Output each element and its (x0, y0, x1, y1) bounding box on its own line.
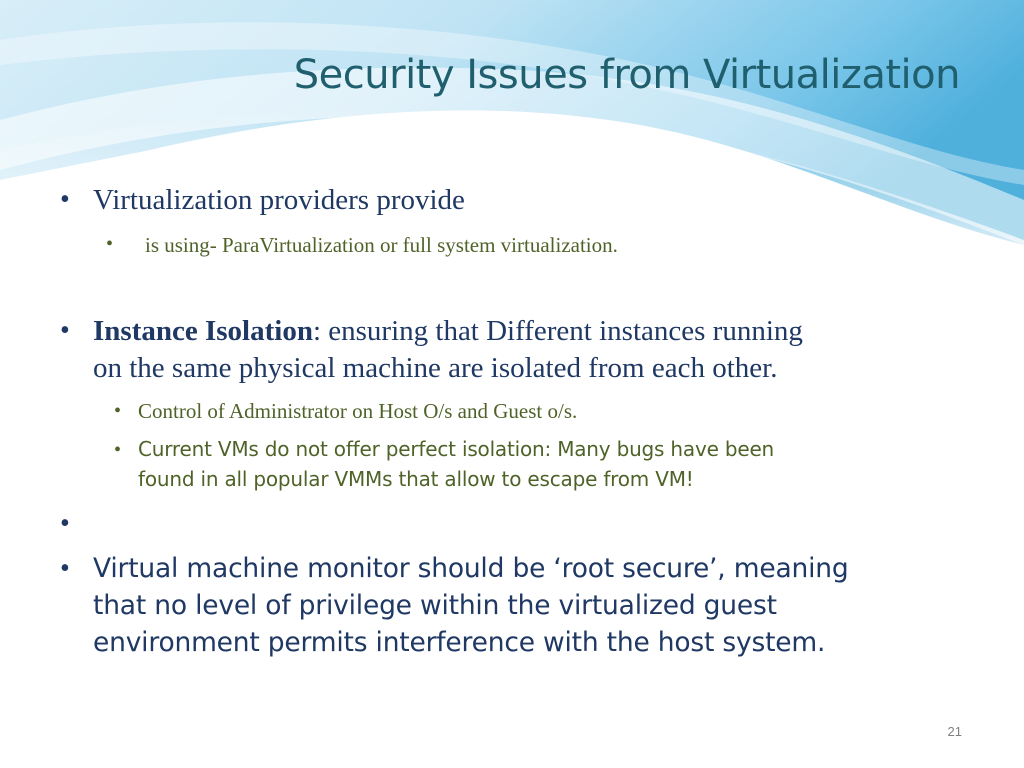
bullet-4-line-3: environment permits interference with the host system. (93, 627, 826, 658)
bullet-2-line-1-text: : ensuring that Different instances running (312, 315, 803, 347)
bullet-marker: • (60, 315, 70, 346)
sub-bullet-marker: • (114, 400, 122, 422)
bullet-2-sub-2-line-1: Current VMs do not offer perfect isolation: Many bugs have been (138, 437, 775, 461)
bullet-2-line-2: on the same physical machine are isolated from each other. (93, 352, 778, 384)
bullet-marker: • (60, 553, 70, 584)
bullet-1-sub-1-text: is using- ParaVirtualization or full system virtualization. (145, 233, 618, 257)
bullet-2-bold-term: Instance Isolation (93, 315, 313, 347)
bullet-4-line-2: that no level of privilege within the virtualized guest (93, 590, 777, 621)
bullet-marker: • (60, 184, 70, 215)
bullet-2-sub-2-line-2: found in all popular VMMs that allow to escape from VM! (138, 467, 694, 491)
bullet-marker-empty: • (60, 508, 70, 539)
slide-title: Security Issues from Virtualization (293, 52, 960, 98)
bullet-2-sub-1-text: Control of Administrator on Host O/s and Guest o/s. (138, 399, 578, 423)
bullet-2-line-1 (93, 315, 803, 348)
page-number: 21 (947, 724, 962, 739)
bullet-4-line-1: Virtual machine monitor should be ‘root secure’, meaning (93, 553, 849, 584)
bullet-1-text: Virtualization providers provide (93, 184, 465, 216)
sub-bullet-marker: • (114, 439, 122, 461)
sub-bullet-marker: • (106, 233, 114, 255)
